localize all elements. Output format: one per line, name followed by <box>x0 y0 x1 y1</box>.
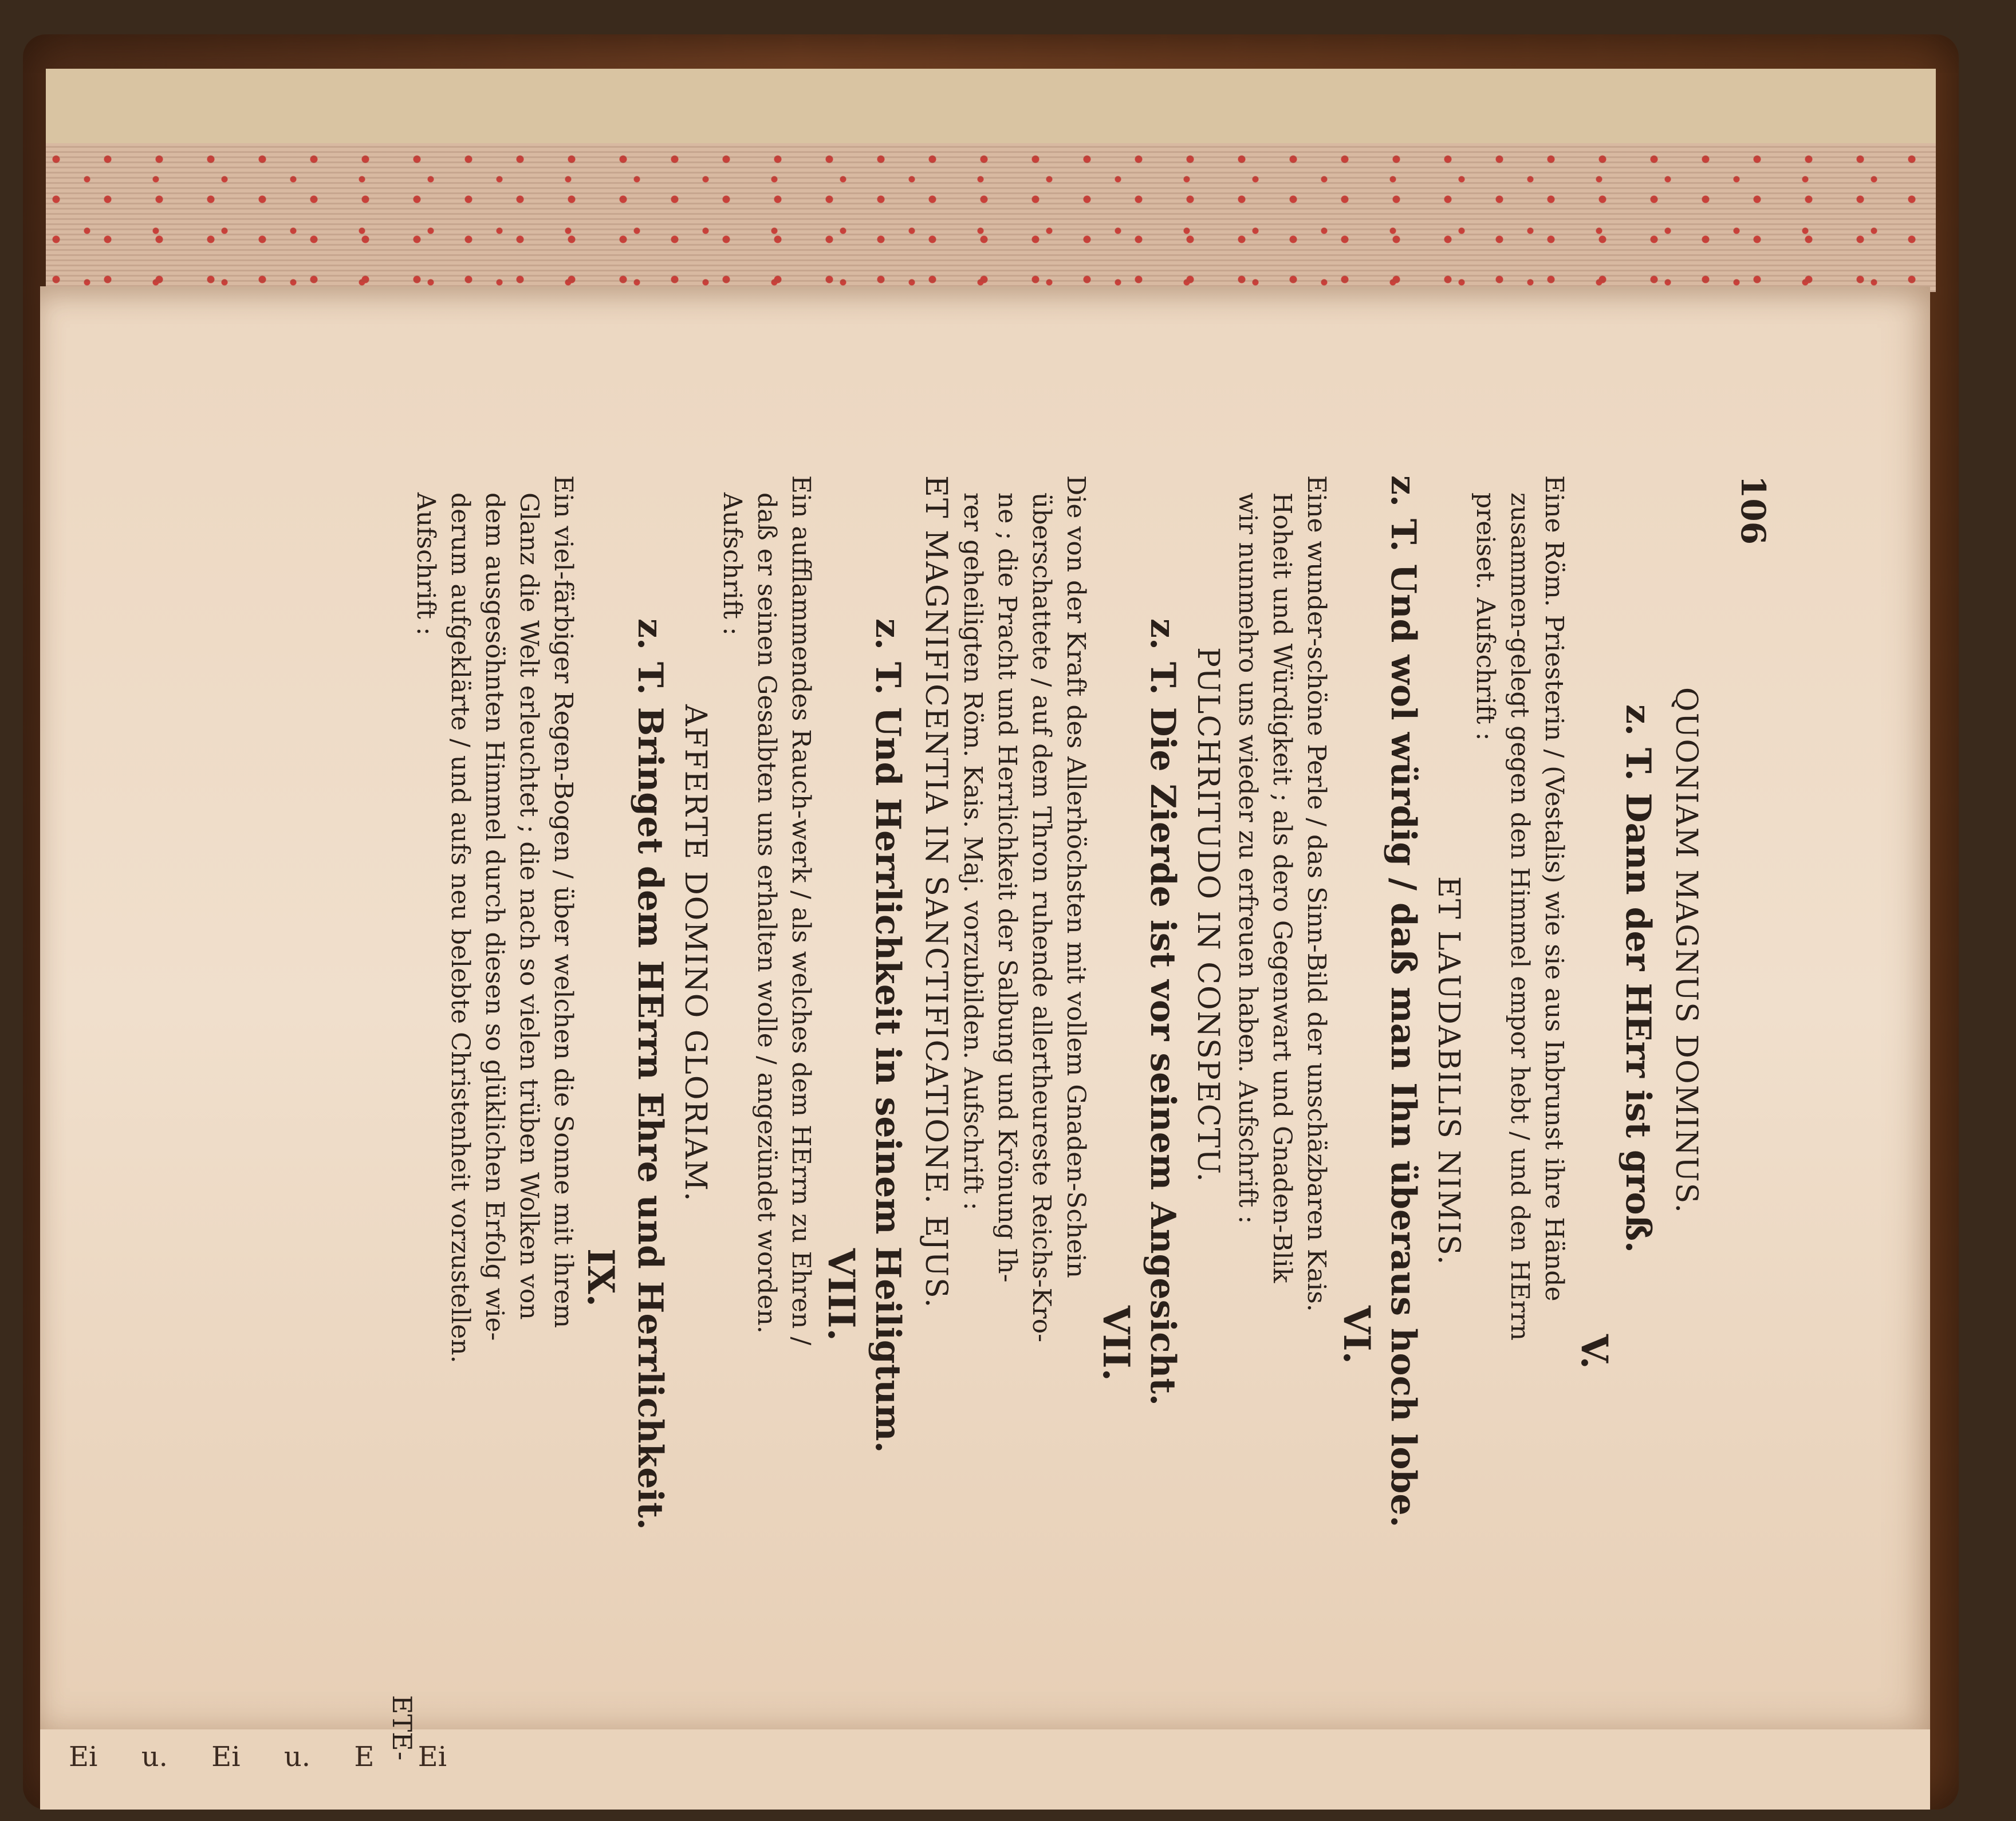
body-line: Eine wunder-schöne Perle / das Sinn-Bild der unschäzbaren Kais. <box>1302 475 1331 1312</box>
latin-heading: QUONIAM MAGNUS DOMINUS. <box>1669 687 1703 1214</box>
sprinkled-edge <box>46 143 1936 292</box>
latin-heading: ET LAUDABILIS NIMIS. <box>1431 876 1466 1266</box>
fragment: Ei <box>211 1741 241 1773</box>
body-line: Glanz die Welt erleuchtet ; die nach so vielen trüben Wolken von <box>514 492 544 1320</box>
body-line: Ein aufflammendes Rauch-werk / als welches dem HErrn zu Ehren / <box>786 475 816 1346</box>
verse-line: z. T. Und wol würdig / daß man Ihn überaus hoch lobe. <box>1383 475 1423 1528</box>
section-numeral: V. <box>1573 1334 1616 1369</box>
body-line: daß er seinen Gesalbten uns erhalten wolle / angezündet worden. <box>752 492 781 1334</box>
body-line: überschattete / auf dem Thron ruhende allertheureste Reichs-Kro- <box>1027 492 1056 1342</box>
section-numeral: VI. <box>1335 1306 1378 1364</box>
fragment: u. <box>141 1741 168 1773</box>
latin-heading: AFFERTE DOMINO GLORIAM. <box>678 704 712 1203</box>
page-number: 106 <box>1734 475 1773 545</box>
body-line: derum aufgeklärte / und aufs neu belebte Christenheit vorzustellen. <box>446 492 475 1363</box>
body-line: zusammen-gelegt gegen den Himmel empor hebt / und den HErrn <box>1505 492 1534 1341</box>
fragment: u. <box>284 1741 311 1773</box>
verse-line: z. T. Dann der HErr ist groß. <box>1618 704 1658 1253</box>
body-line: Aufschrift : <box>411 492 440 636</box>
body-line: wir nunmehro uns wieder zu erfreuen haben. Aufschrift : <box>1233 492 1262 1224</box>
body-line: Aufschrift : <box>718 492 747 636</box>
body-line: Die von der Kraft des Allerhöchsten mit vollem Gnaden-Schein <box>1061 475 1090 1278</box>
latin-heading: PULCHRITUDO IN CONSPECTU. <box>1191 647 1225 1183</box>
verse-line: z. T. Die Zierde ist vor seinem Angesicht. <box>1143 618 1183 1406</box>
section-numeral: VII. <box>1094 1306 1137 1381</box>
verse-line: z. T. Bringet dem HErrn Ehre und Herrlichkeit. <box>630 618 670 1530</box>
body-line: dem ausgesöhnten Himmel durch diesen so glüklichen Erfolg wie- <box>480 492 509 1341</box>
fragment: Ei <box>418 1741 447 1773</box>
body-line: Hoheit und Würdigkeit ; als dero Gegenwart und Gnaden-Blik <box>1267 492 1297 1283</box>
verse-line: z. T. Und Herrlichkeit in seinem Heiligtum. <box>868 618 908 1453</box>
section-numeral: VIII. <box>820 1248 863 1341</box>
catchword: ETE- <box>387 1695 418 1761</box>
body-line: Ein viel-färbiger Regen-Bogen / über welchen die Sonne mit ihrem <box>549 475 578 1329</box>
fragment: Ei <box>69 1741 98 1773</box>
body-line: rer geheiligten Röm. Kais. Maj. vorzubilden. Aufschrift : <box>958 492 987 1211</box>
section-numeral: IX. <box>579 1248 622 1307</box>
body-line: preiset. Aufschrift : <box>1471 492 1500 741</box>
body-line: ne ; die Pracht und Herrlichkeit der Salbung und Krönung Ih- <box>993 492 1022 1283</box>
latin-heading: ET MAGNIFICENTIA IN SANCTIFICATIONE. EJUS. <box>919 475 953 1309</box>
body-line: Eine Röm. Priesterin / (Vestalis) wie sie aus Inbrunst ihre Hände <box>1539 475 1569 1302</box>
fragment: E <box>354 1741 375 1773</box>
